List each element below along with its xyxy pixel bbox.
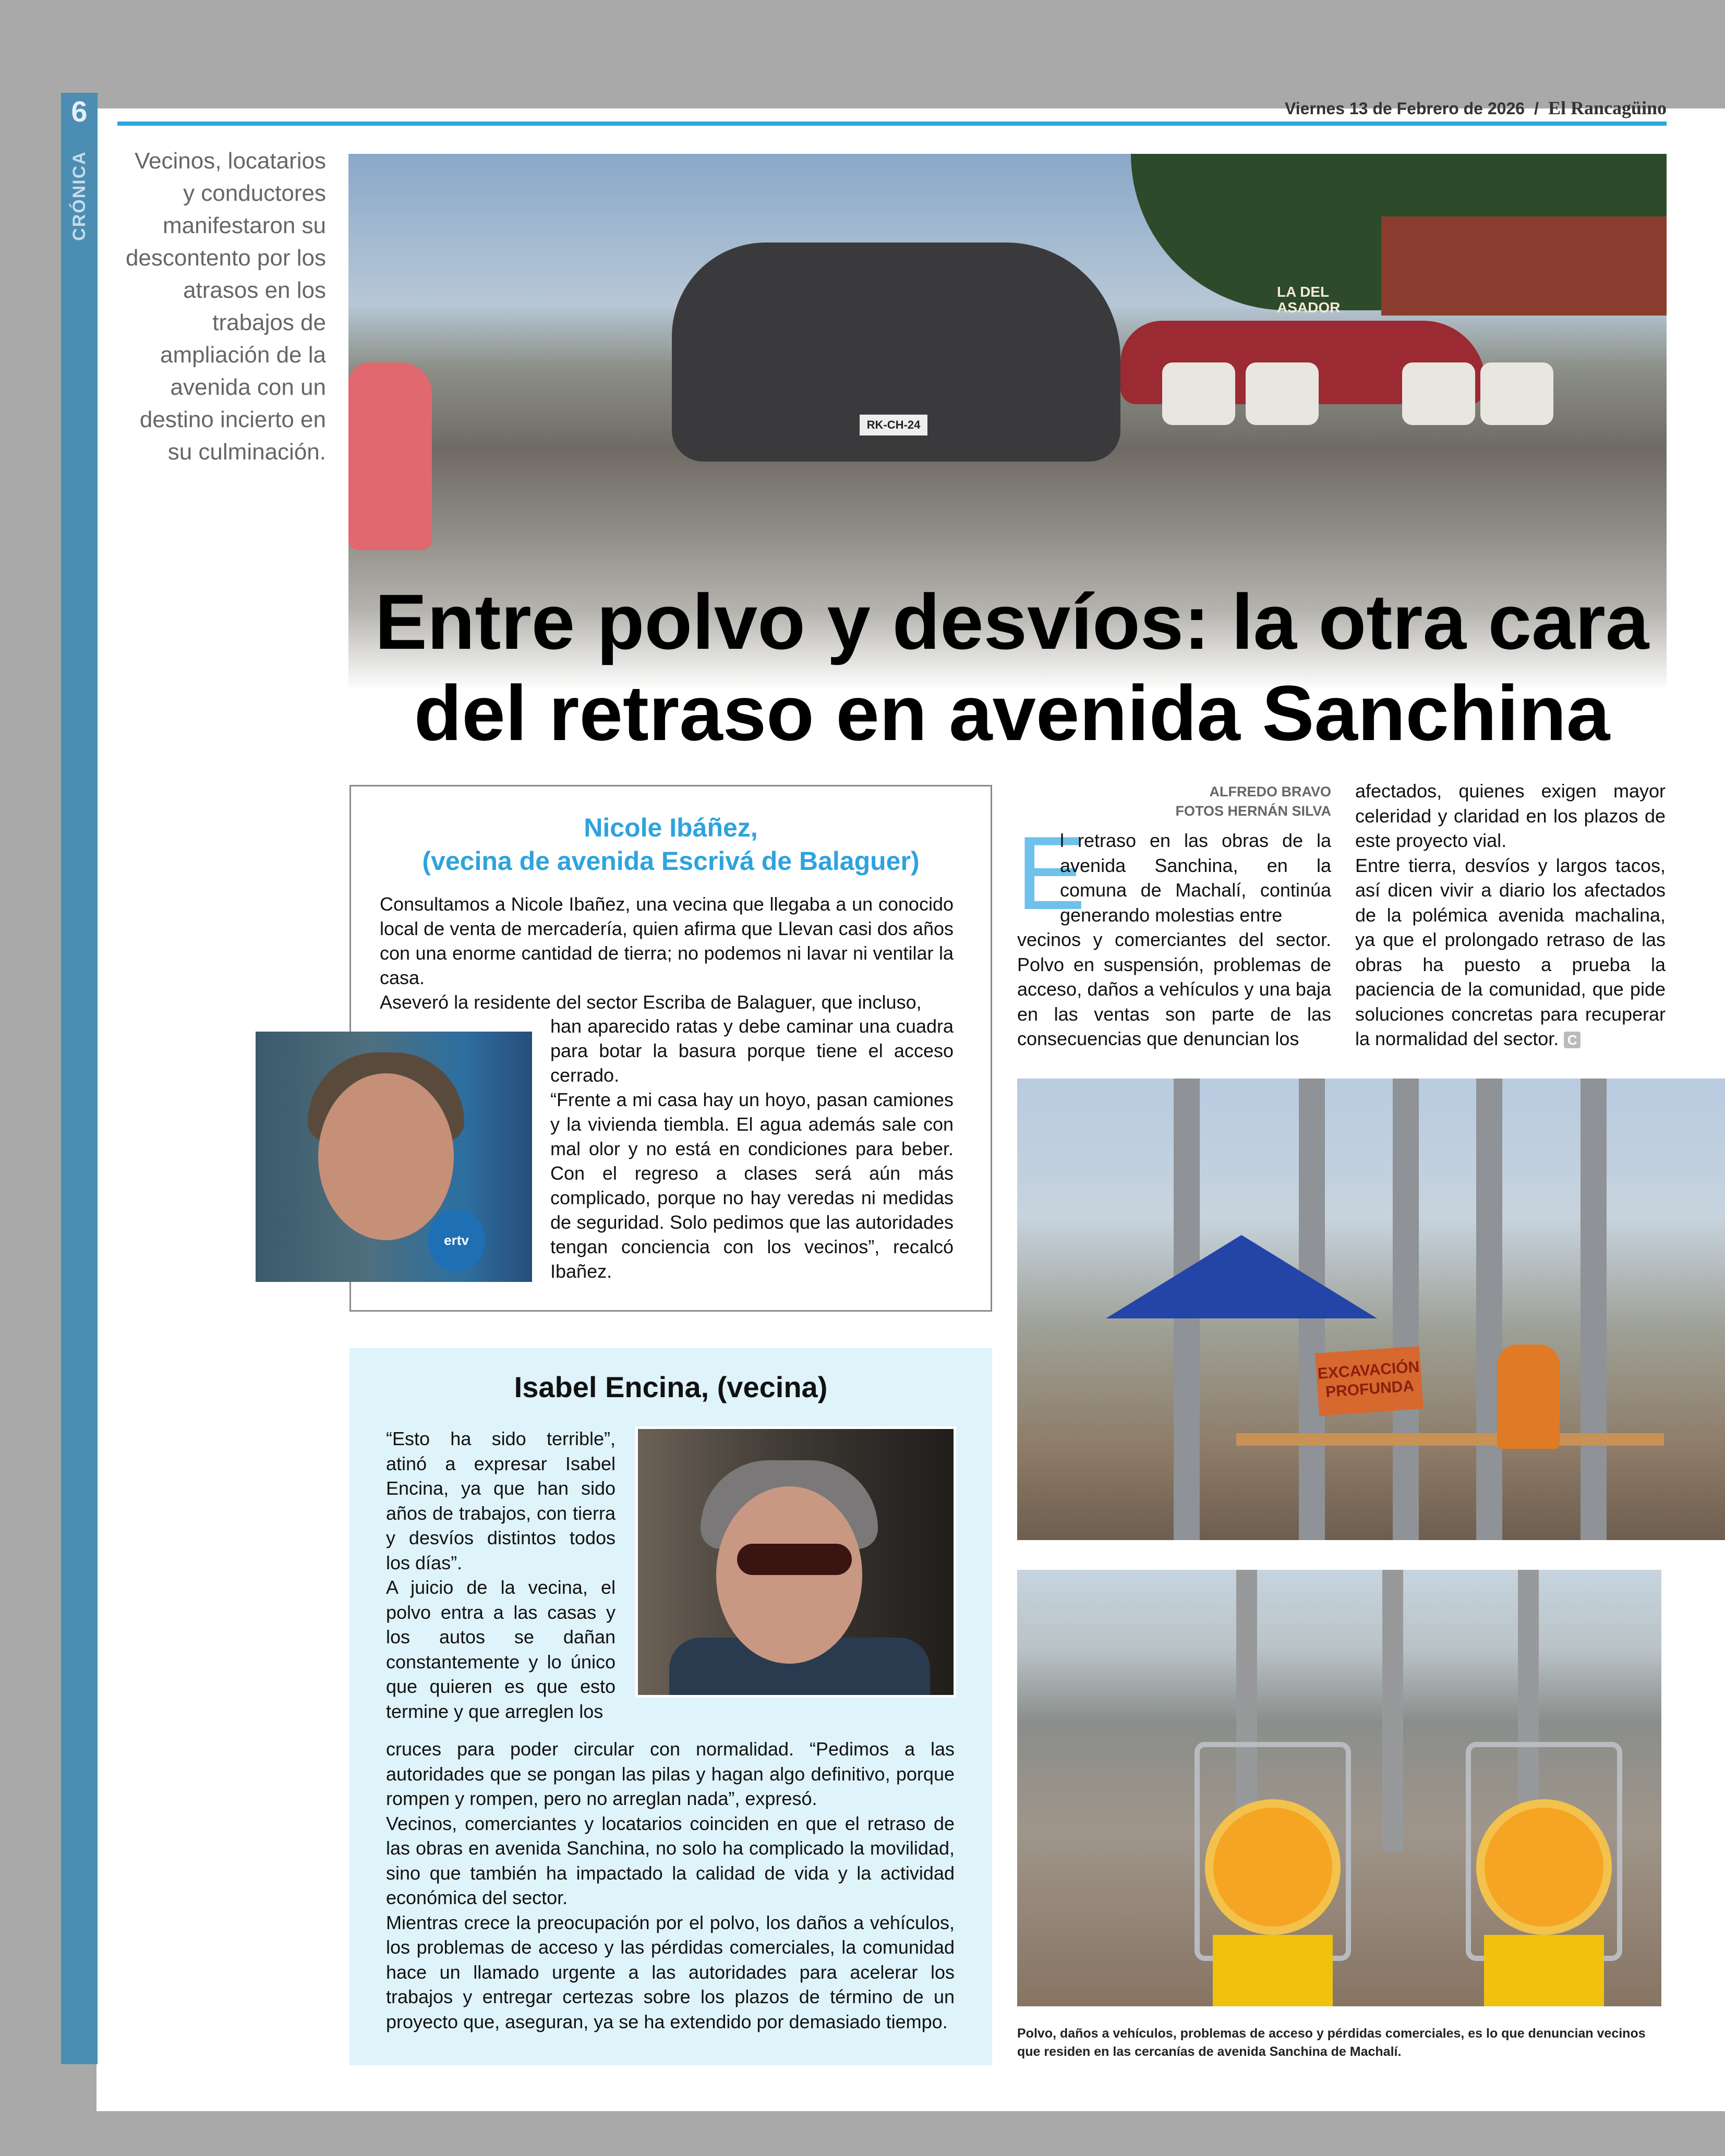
end-mark-icon: C [1564, 1032, 1581, 1048]
nicole-paragraph-3: han aparecido ratas y debe caminar una cuadra para botar la basura porque tiene el acceso cerrado. [550, 1015, 954, 1086]
mic-label: ertv [444, 1232, 469, 1248]
article-col2 [1355, 779, 1666, 1051]
nicole-title-line-2: (vecina de avenida Escrivá de Balaguer) [422, 846, 920, 876]
isabel-paragraph-5: Mientras crece la preocupación por el polvo, los daños a vehículos, los problemas de acceso y las pérdidas comerciales, la comunidad hace un llamado urgente a las autoridades para acelerar los trabajos y entregar certezas sobre los plazos de término de un proyecto que, aseguran, ya se ha extendido por demasiado tiempo. [386, 1911, 955, 2032]
header-dateline [1285, 97, 1667, 119]
isabel-paragraph-1: “Esto ha sido terrible”, atinó a expresar Isabel Encina, ya que han sido años de trabajos, con tierra y desvíos distintos todos los días”. [386, 1428, 616, 1573]
headline-line-1: Entre polvo y desvíos: la otra cara [375, 578, 1649, 665]
works-pole [1393, 1079, 1419, 1540]
hero-roof [1381, 216, 1667, 316]
hero-cone [348, 362, 432, 550]
byline-photos: FOTOS HERNÁN SILVA [1175, 803, 1331, 819]
hero-shop-sign: LA DEL ASADOR [1277, 284, 1341, 316]
nicole-title-line-1: Nicole Ibáñez, [584, 813, 758, 842]
warning-lamp-icon [1476, 1799, 1612, 1935]
lead-text: Vecinos, locatarios y conductores manifestaron su descontento por los atrasos en los trabajos de ampliación de la avenida con un destino incierto en su culminación. [125, 148, 326, 465]
header-separator: / [1534, 99, 1539, 118]
section-label [61, 151, 98, 240]
nicole-paragraph-4: “Frente a mi casa hay un hoyo, pasan camiones y la vivienda tiembla. El agua además sale con mal olor y no está en condiciones para beber. Con el regreso a clases será aún más complicado, porque no hay veredas ni medidas de seguridad. Solo pedimos que las autoridades tengan conciencia con los vecinos”, recalcó Ibañez. [550, 1089, 954, 1282]
excavation-sign: EXCAVACIÓN PROFUNDA [1315, 1346, 1424, 1416]
works-fence [1236, 1433, 1664, 1446]
nicole-text-top [380, 892, 954, 1014]
hero-barrier [1402, 362, 1475, 425]
hero-barrier [1480, 362, 1553, 425]
article-col2-paragraph-1: afectados, quienes exigen mayor celeridad y claridad en los plazos de este proyecto vial. [1355, 780, 1666, 851]
isabel-paragraph-2: A juicio de la vecina, el polvo entra a las casas y los autos se dañan constantemente y lo único que quieren es que esto termine y que arreglen los [386, 1577, 616, 1722]
nicole-text-bottom [550, 1014, 954, 1283]
isabel-box-title: Isabel Encina, (vecina) [514, 1371, 828, 1403]
barrier-pole [1382, 1570, 1403, 1851]
article-col1-top: l retraso en las obras de la avenida Sanchina, en la comuna de Machalí, continúa generando molestias entre [1060, 830, 1331, 926]
nicole-paragraph-1: Consultamos a Nicole Ibañez, una vecina que llegaba a un conocido local de venta de mercadería, quien afirma que Llevan casi dos años con una enorme cantidad de tierra; no podemos ni lavar ni ventilar la casa. [380, 893, 954, 988]
hero-car-plate: RK-CH-24 [860, 415, 927, 435]
isabel-text-wide [386, 1737, 955, 2034]
isabel-paragraph-3: cruces para poder circular con normalidad. “Pedimos a las autoridades que se pongan las pilas y hagan algo definitivo, porque rompen y rompen, pero no arreglan nada”, expresó. [386, 1738, 955, 1809]
nicole-box-title [349, 811, 992, 878]
nicole-paragraph-2: Aseveró la residente del sector Escriba de Balaguer, que incluso, [380, 991, 922, 1013]
works-photo [1017, 1079, 1725, 1540]
headline [355, 576, 1669, 759]
warning-lamp-icon [1205, 1799, 1341, 1935]
nicole-photo [256, 1032, 532, 1282]
works-tent [1106, 1235, 1377, 1318]
photo-caption: Polvo, daños a vehículos, problemas de acceso y pérdidas comerciales, es lo que denuncian vecinos que residen en las cercanías de avenida Sanchina de Machalí. [1017, 2026, 1646, 2059]
page-number: 6 [71, 94, 88, 128]
isabel-face [716, 1486, 862, 1664]
section-label-text: CRÓNICA [69, 150, 89, 241]
headline-line-2: del retraso en avenida Sanchina [414, 669, 1610, 757]
hero-car [672, 243, 1120, 462]
byline-author: ALFREDO BRAVO [1209, 784, 1331, 800]
isabel-paragraph-4: Vecinos, comerciantes y locatarios coinciden en que el retraso de las obras en avenida Sanchina, no solo ha complicado la movilidad, sino que también ha impactado la calidad de vida y la actividad económica del sector. [386, 1812, 955, 1908]
hero-barrier [1162, 362, 1235, 425]
barrier-photo [1017, 1570, 1661, 2006]
works-pole [1581, 1079, 1607, 1540]
article-col2-paragraph-2 [1355, 853, 1666, 1051]
works-worker [1497, 1345, 1560, 1449]
sunglasses-icon [737, 1544, 852, 1575]
isabel-text-narrow [386, 1426, 616, 1724]
article-col1-bottom: vecinos y comerciantes del sector. Polvo en suspensión, problemas de acceso, daños a vehículos y una baja en las ventas son parte de las consecuencias que denuncian los [1017, 929, 1331, 1049]
header-date: Viernes 13 de Febrero de 2026 [1284, 99, 1525, 118]
article-col2-paragraph-2-text: Entre tierra, desvíos y largos tacos, así dicen vivir a diario los afectados de la polémica avenida machalina, ya que el prolongado retraso de las obras ha puesto a prueba la paciencia de la comunidad, que pide soluciones concretas para recuperar la normalidad del sector. [1355, 854, 1666, 1049]
barrier-base [1213, 1935, 1333, 2006]
microphone-icon [428, 1209, 485, 1271]
hero-barrier [1246, 362, 1319, 425]
drop-cap: E [1016, 815, 1086, 931]
isabel-photo [635, 1426, 956, 1698]
header-rule [117, 122, 1667, 126]
side-strip [61, 93, 98, 2064]
works-pole [1476, 1079, 1502, 1540]
newspaper-name: El Rancagüino [1548, 98, 1667, 118]
barrier-base [1484, 1935, 1604, 2006]
